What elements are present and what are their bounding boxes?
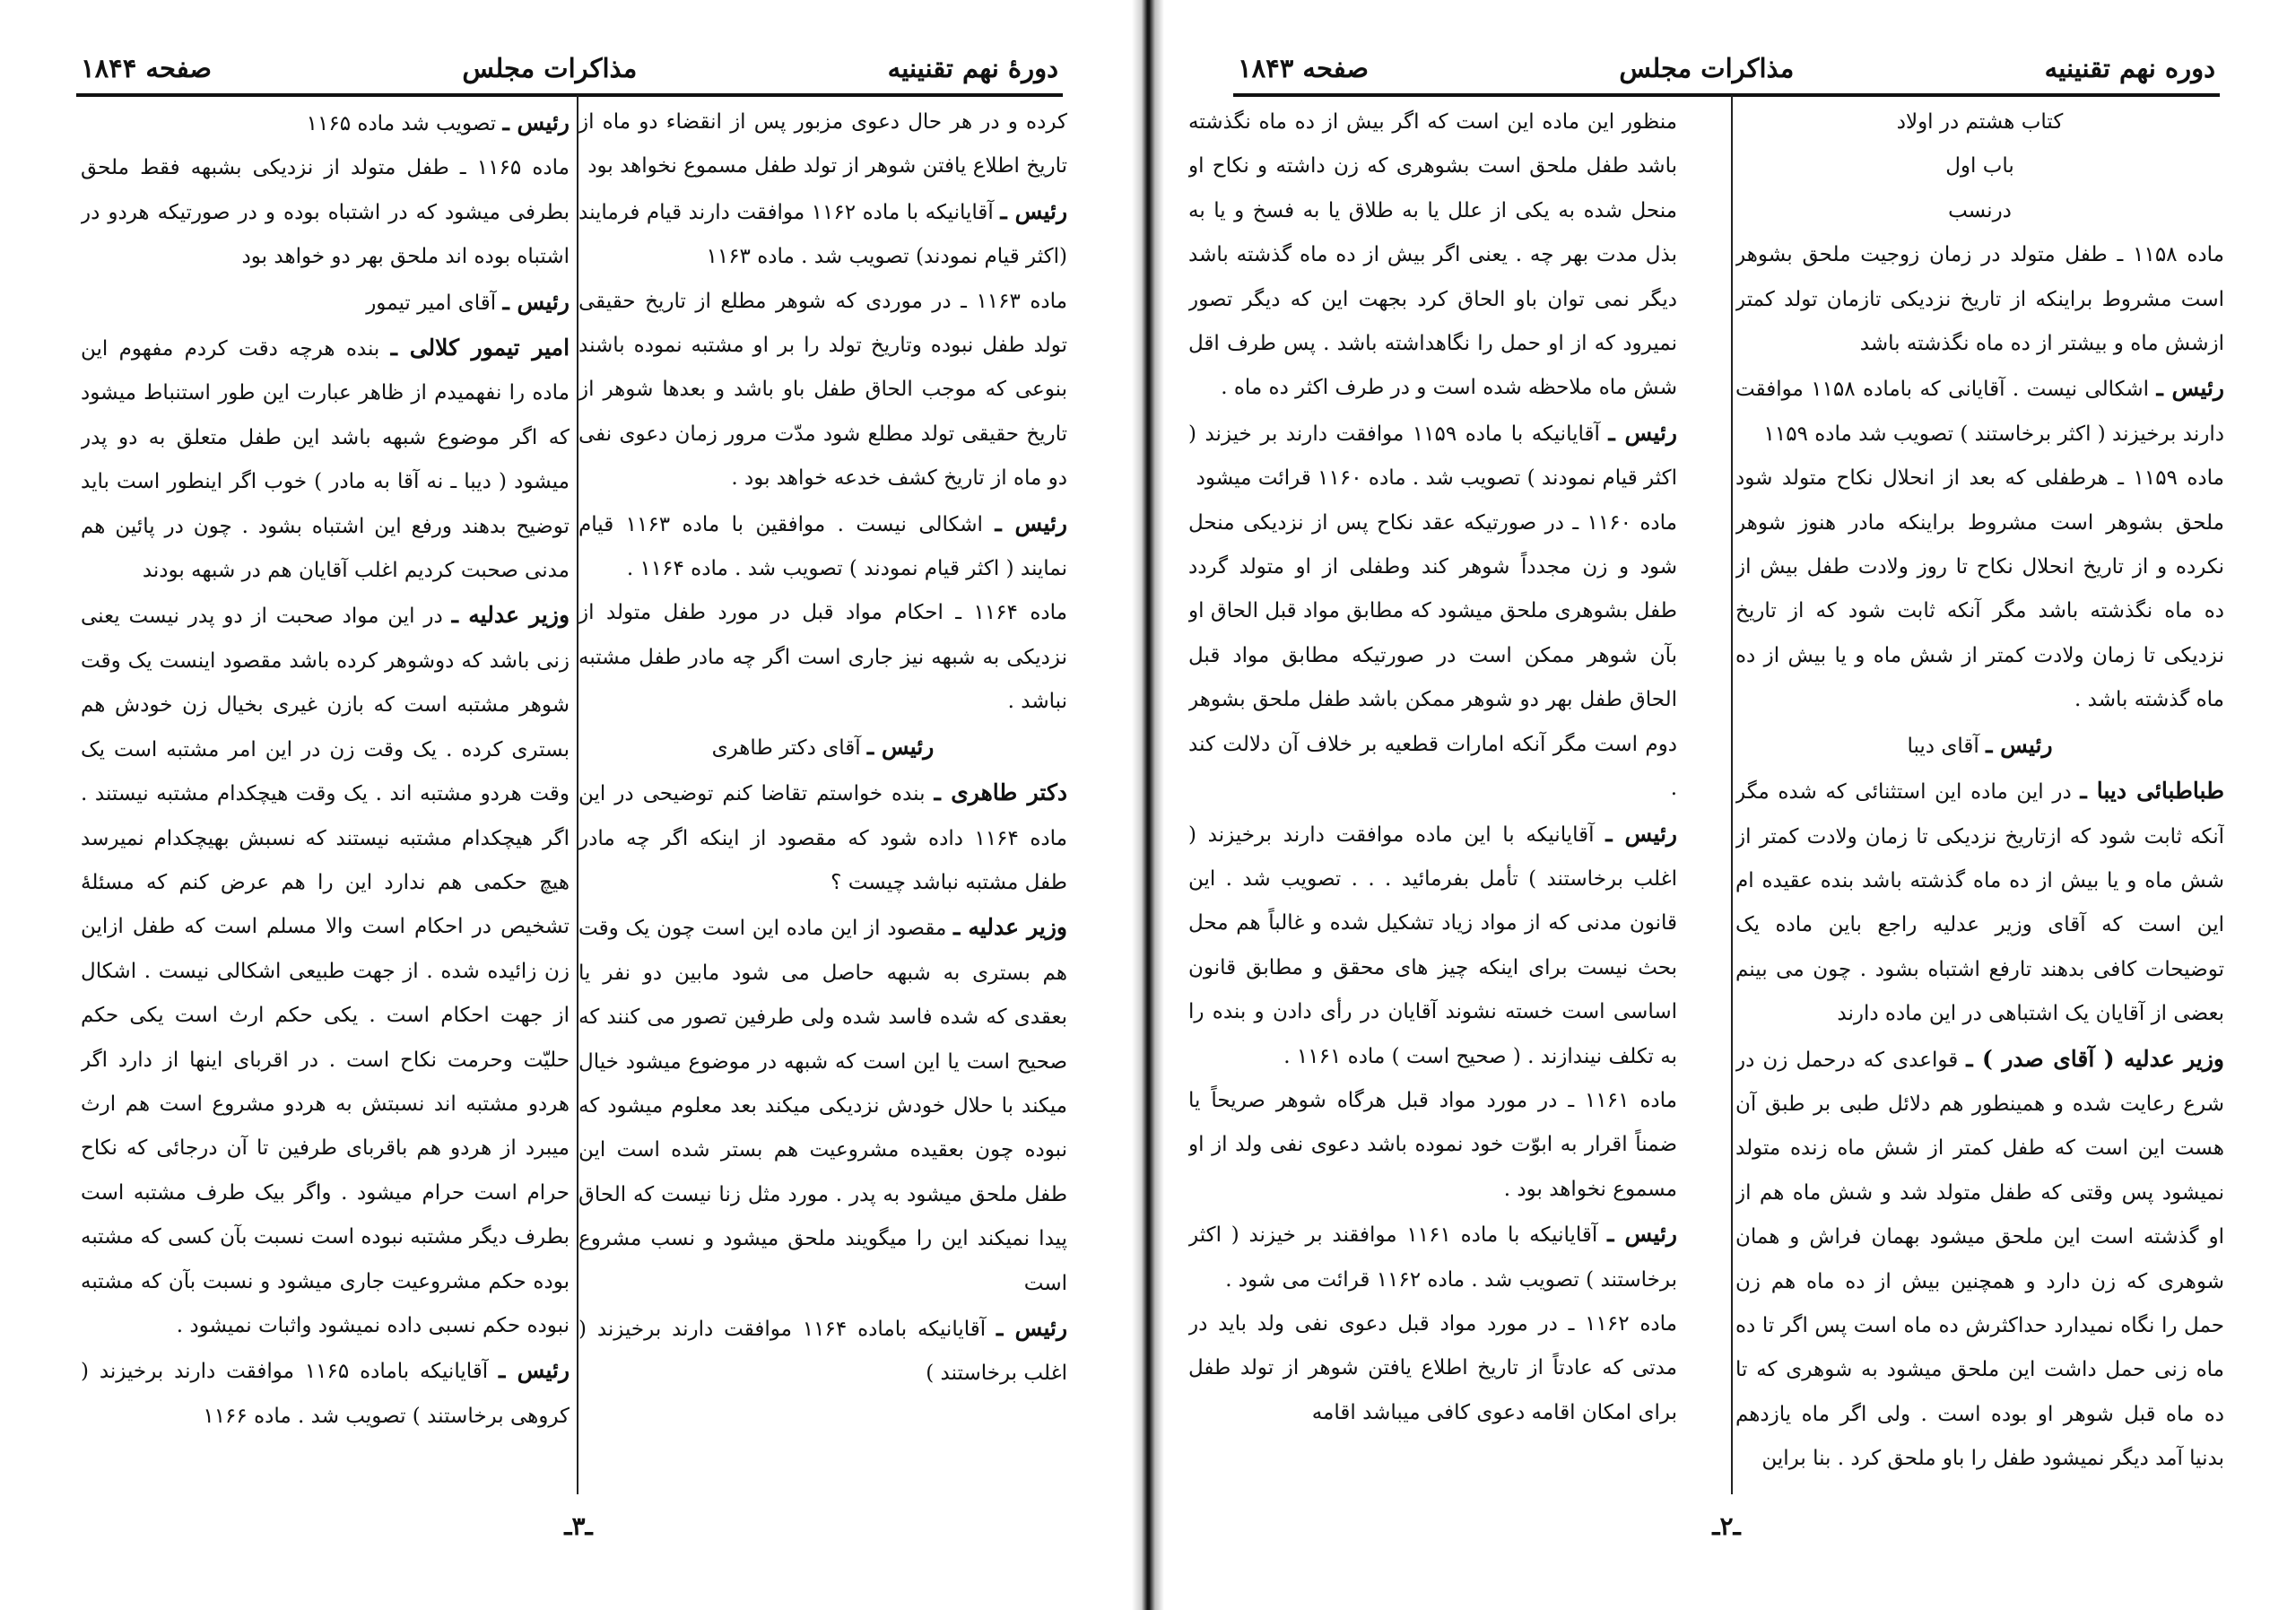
header-rule	[76, 93, 1063, 97]
speaker-name: امیر تیمور کلالی ـ	[390, 335, 570, 361]
paragraph	[578, 501, 1067, 592]
paragraph	[81, 146, 570, 279]
paragraph-text: آقایانیکه باماده ۱۱۶۴ موافقت دارند برخیزند ( اغلب برخاستند )	[578, 1317, 1067, 1386]
paragraph-text: بنده خواستم تقاضا کنم توضیحی در این ماده ۱۱۶۴ داده شود که مقصود از اینکه اگر چه مادر طفل مشتبه نباشد چیست ؟	[578, 782, 1067, 894]
paragraph-text: آقای دکتر طاهری	[711, 735, 861, 760]
paragraph-text: ماده ۱۱۶۲ ـ در مورد مواد قبل دعوی نفی ولد باید در مدتی که عادتاً از تاریخ اطلاع یافتن شوهر از تولد طفل برای امکان اقامه دعوی کافی میباشد اقامه	[1188, 1311, 1677, 1424]
speaker-name: رئیس ـ	[502, 109, 570, 135]
header-page-number: صفحه ۱۸۴۴	[81, 53, 212, 83]
header-title: مذاکرات مجلس	[1619, 53, 1795, 83]
paragraph-text: ماده ۱۱۶۳ ـ در موردی که شوهر مطلع از تاریخ حقیقی تولد طفل نبوده وتاریخ تولد را بر او مشتبه نموده باشند بنوعی که موجب الحاق طفل باو باشد و بعدها شوهر از تاریخ حقیقی تولد مطلع شود مدّت مرور زمان دعوی نفی دو ماه از تاریخ کشف خدعه خواهد بود .	[578, 289, 1067, 491]
paragraph-text: درنسب	[1948, 198, 2012, 222]
paragraph	[578, 1306, 1067, 1397]
paragraph-text: مقصود از این ماده این است چون یک وقت هم بستری به شبهه حاصل می شود مابین دو نفر یا بعقدی که شده فاسد شده ولی طرفین تصور می کنند که صحیح است یا این است که شبهه در موضوع میشود خیال میکند با حلال خودش نزدیکی میکند بعد معلوم میشود که نبوده چون بعقیده مشروعیت هم بستر شده است این طفل ملحق میشود به پدر . مورد مثل زنا نیست که الحاق پیدا نمیکند این را میگویند ملحق میشود و نسب مشروع است	[578, 917, 1067, 1295]
paragraph	[1735, 457, 2224, 722]
paragraph-text: تصویب شد ماده ۱۱۶۵	[306, 112, 497, 135]
folio-number: ـ۳ـ	[564, 1511, 593, 1541]
text-column-left	[1188, 100, 1677, 1500]
header-title: مذاکرات مجلس	[462, 53, 638, 83]
paragraph	[81, 100, 570, 146]
text-column-right	[1735, 100, 2224, 1500]
paragraph	[81, 280, 570, 326]
paragraph-text: ماده ۱۱۶۱ ـ در مورد مواد قبل هرگاه شوهر صریحاً یا ضمناً اقرار به ابوّت خود نموده باشد دعوی نفی ولد از او مسموع نخواهد بود .	[1188, 1088, 1677, 1201]
paragraph-text: آقای دیبا	[1907, 734, 1979, 758]
header-rule	[1233, 93, 2220, 97]
left-page	[0, 0, 1139, 1610]
speaker-name: رئیس ـ	[995, 509, 1067, 536]
right-page	[1157, 0, 2296, 1610]
speaker-name: وزیر عدلیه ـ	[451, 602, 570, 629]
speaker-name: رئیس ـ	[502, 288, 570, 315]
column-divider	[577, 95, 578, 1494]
paragraph-text: در این مواد صحبت از دو پدر نیست یعنی زنی باشد که دوشوهر کرده باشد مقصود اینست یک وقت شوهر مشتبه است که بازن غیری بخیال زن خودش هم بستری کرده . یک وقت زن در این امر مشتبه است یک وقت هردو مشتبه اند . یک وقت هیچکدام مشتبه نیستند . اگر هیچکدام مشتبه نیستند که نسبش بهیچکدام نمیرسد هیچ حکمی هم ندارد این را هم عرض کنم که مسئلهٔ تشخیص در احکام است والا مسلم است که طفل ازاین زن زائیده شده . از جهت طبیعی اشکالی نیست . اشکال از جهت احکام است . یکی حکم ارث است یکی حکم حلیّت وحرمت نکاح است . در اقربای اینها از دارد اگر هردو مشتبه اند نسبتش به هردو مشروع است هم ارث میبرد از هردو هم باقربای طرفین تا آن درجائی که نکاح حرام است حرام میشود . واگر بیک طرف مشتبه است بطرف دیگر مشتبه نبوده است نسبت بآن کسی که مشتبه بوده حکم مشروعیت جاری میشود و نسبت بآن که مشتبه نبوده حکم نسبی داده نمیشود واثبات نمیشود .	[81, 605, 570, 1337]
speaker-name: رئیس ـ	[2156, 375, 2224, 402]
text-column-right	[578, 100, 1067, 1500]
paragraph-text: در این ماده این استثنائی که شده مگر آنکه ثابت شود که ازتاریخ نزدیکی تا زمان ولادت کمتر از شش ماه و یا بیش از ده ماه گذشته باشد بنده عقیده ام این است که آقای وزیر عدلیه راجع باین ماده یک توضیحات کافی بدهند تارفع اشتباه بشود . چون می بینم بعضی از آقایان یک اشتباهی در این ماده دارند	[1735, 780, 2224, 1026]
paragraph	[1735, 100, 2224, 144]
paragraph	[1188, 100, 1677, 411]
header-session: دوره نهم تقنینیه	[2044, 53, 2215, 83]
header-page-number: صفحه ۱۸۴۳	[1238, 53, 1369, 83]
header-session: دورهٔ نهم تقنینیه	[887, 53, 1058, 83]
paragraph-text: ماده ۱۱۵۸ ـ طفل متولد در زمان زوجیت ملحق بشوهر است مشروط براینکه از تاریخ نزدیکی تازمان تولد کمتر ازشش ماه و بیشتر از ده ماه نگذشته باشد	[1735, 243, 2224, 356]
paragraph-text: اشکالی نیست . آقایانی که باماده ۱۱۵۸ موافقت دارند برخیزند ( اکثر برخاستند ) تصویب شد ماده ۱۱۵۹	[1735, 378, 2224, 446]
speaker-name: رئیس ـ	[1986, 731, 2053, 758]
paragraph	[81, 1348, 570, 1439]
speaker-name: رئیس ـ	[1608, 419, 1677, 446]
paragraph	[1735, 144, 2224, 188]
paragraph-text: ماده ۱۱۶۴ ـ احکام مواد قبل در مورد طفل متولد از نزدیکی به شبهه نیز جاری است اگر چه مادر طفل مشتبه نباشد .	[578, 601, 1067, 714]
paragraph	[1188, 1079, 1677, 1212]
paragraph	[1188, 812, 1677, 1079]
page-header	[81, 47, 1058, 90]
paragraph	[81, 593, 570, 1348]
paragraph	[1188, 411, 1677, 501]
paragraph-text: آقایانیکه با ماده ۱۱۶۲ موافقت دارند قیام فرمایند (اکثر قیام نمودند) تصویب شد . ماده ۱۱۶۳	[578, 200, 1067, 269]
paragraph-text: آقایانیکه با ماده ۱۱۶۱ موافقند بر خیزند ( اکثر برخاستند ) تصویب شد . ماده ۱۱۶۲ قرائت می شود .	[1188, 1223, 1677, 1292]
paragraph	[578, 280, 1067, 501]
speaker-name: وزیر عدلیه ـ	[952, 914, 1067, 941]
folio-number: ـ۲ـ	[1712, 1511, 1741, 1541]
speaker-name: رئیس ـ	[866, 733, 935, 760]
paragraph-text: اشکالی نیست . موافقین با ماده ۱۱۶۳ قیام نمایند ( اکثر قیام نمودند ) تصویب شد . ماده ۱۱۶۴ .	[578, 512, 1067, 581]
speaker-name: دکتر طاهری ـ	[934, 779, 1067, 806]
speaker-name: طباطبائی دیبا ـ	[2080, 778, 2224, 805]
paragraph	[1188, 1212, 1677, 1302]
paragraph	[1735, 366, 2224, 457]
paragraph-text: آقایانیکه با این ماده موافقت دارند برخیزند ( اغلب برخاستند ) تأمل بفرمائید . . . تصویب شد . این قانون مدنی که از مواد زیاد تشکیل شده و غالباً هم محل بحث نیست برای اینکه چیز های محقق و مطابق قانون اساسی است خسته نشوند آقایان در رأی دادن و بنده را به تکلف نیندازند . ( صحیح است ) ماده ۱۱۶۱ .	[1188, 822, 1677, 1068]
paragraph	[578, 189, 1067, 280]
speaker-name: رئیس ـ	[1607, 1221, 1677, 1248]
paragraph	[81, 326, 570, 593]
text-column-left	[81, 100, 570, 1500]
speaker-name: رئیس ـ	[499, 1357, 570, 1384]
speaker-name: رئیس ـ	[996, 1314, 1067, 1341]
paragraph	[1188, 1302, 1677, 1435]
speaker-name: رئیس ـ	[1605, 820, 1677, 847]
paragraph	[1735, 769, 2224, 1036]
paragraph	[1735, 233, 2224, 366]
speaker-name: وزیر عدلیه ( آقای صدر ) ـ	[1966, 1045, 2224, 1072]
paragraph	[1735, 1037, 2224, 1482]
paragraph-text: بنده هرچه دقت کردم مفهوم این ماده را نفهمیدم از ظاهر عبارت این طور استنباط میشود که اگر موضوع شبهه باشد این طفل متعلق به دو پدر میشود ( دیبا ـ نه آقا به مادر ) خوب اگر اینطور است باید توضیح بدهند ورفع این اشتباه بشود . چون در پائین هم مدنی صحبت کردیم اغلب آقایان هم در شبهه بودند	[81, 337, 570, 583]
paragraph-text: آقای امیر تیمور	[366, 291, 497, 315]
paragraph	[1735, 723, 2224, 769]
paragraph	[578, 100, 1067, 189]
paragraph-text: قواعدی که درحمل زن در شرع رعایت شده و همینطور هم دلائل طبی بر طبق آن هست این است که طفل کمتر از شش ماه زنده متولد نمیشود پس وقتی که طفل متولد شد و شش ماه هم از او گذشته است این ملحق میشود بهمان فراش و همان شوهری که زن دارد و همچنین بیش از ده ماه هم زن حمل را نگاه نمیدارد حداکثرش ده ماه است پس اگر تا ده ماه زنی حمل داشت این ملحق میشود به شوهری که تا ده ماه قبل شوهر او بوده است . ولی اگر ماه یازدهم بدنیا آمد دیگر نمیشود طفل را باو ملحق کرد . بنا براین	[1735, 1048, 2224, 1471]
paragraph-text: کتاب هشتم در اولاد	[1896, 110, 2064, 134]
paragraph	[578, 770, 1067, 905]
paragraph	[1735, 189, 2224, 233]
paragraph-text: ماده ۱۱۶۰ ـ در صورتیکه عقد نکاح پس از نزدیکی منحل شود و زن مجدداً شوهر کند وطفلی از او متولد گردد طفل بشوهری ملحق میشود که مطابق مواد قبل الحاق او بآن شوهر ممکن است در صورتیکه مطابق مواد قبل الحاق طفل بهر دو شوهر ممکن باشد طفل ملحق بشوهر دوم است مگر آنکه امارات قطعیه بر خلاف آن دلالت کند .	[1188, 510, 1677, 801]
paragraph-text: باب اول	[1945, 154, 2014, 178]
paragraph	[578, 591, 1067, 724]
speaker-name: رئیس ـ	[1000, 197, 1067, 224]
paragraph-text: منظور این ماده این است که اگر بیش از ده ماه نگذشته باشد طفل ملحق است بشوهری که زن داشته و نکاح او منحل شده به یکی از علل یا به طلاق یا به فسخ و یا به بذل مدت بهر چه . یعنی اگر بیش از ده ماه گذشته باشد دیگر نمی توان باو الحاق کرد بجهت این که دیگر تصور نمیرود که از او حمل را نگاهداشته باشد . پس طرف اقل شش ماه ملاحظه شده است و در طرف اکثر ده ماه .	[1188, 110, 1677, 400]
paragraph-text: آقایانیکه باماده ۱۱۶۵ موافقت دارند برخیزند ( کروهی برخاستند ) تصویب شد . ماده ۱۱۶۶	[81, 1360, 570, 1428]
paragraph	[578, 725, 1067, 770]
paragraph	[1188, 501, 1677, 812]
paragraph-text: کرده و در هر حال دعوی مزبور پس از انقضاء دو ماه از تاریخ اطلاع یافتن شوهر از تولد طفل مسموع نخواهد بود	[578, 110, 1067, 178]
paragraph-text: ماده ۱۱۵۹ ـ هرطفلی که بعد از انحلال نکاح متولد شود ملحق بشوهر است مشروط براینکه مادر هنوز شوهر نکرده و از تاریخ انحلال نکاح تا روز ولادت طفل بیش از ده ماه نگذشته باشد مگر آنکه ثابت شود که از تاریخ نزدیکی تا زمان ولادت کمتر از شش ماه و یا بیش از ده ماه گذشته باشد .	[1735, 466, 2224, 712]
paragraph-text: آقایانیکه با ماده ۱۱۵۹ موافقت دارند بر خیزند ( اکثر قیام نمودند ) تصویب شد . ماده ۱۱۶۰ قرائت میشود	[1188, 422, 1677, 491]
paragraph	[578, 905, 1067, 1306]
column-divider	[1731, 95, 1733, 1494]
page-header	[1238, 47, 2215, 90]
paragraph-text: ماده ۱۱۶۵ ـ طفل متولد از نزدیکی بشبهه فقط ملحق بطرفی میشود که در اشتباه بوده و در صورتیکه هردو در اشتباه بوده اند ملحق بهر دو خواهد بود	[81, 156, 570, 269]
